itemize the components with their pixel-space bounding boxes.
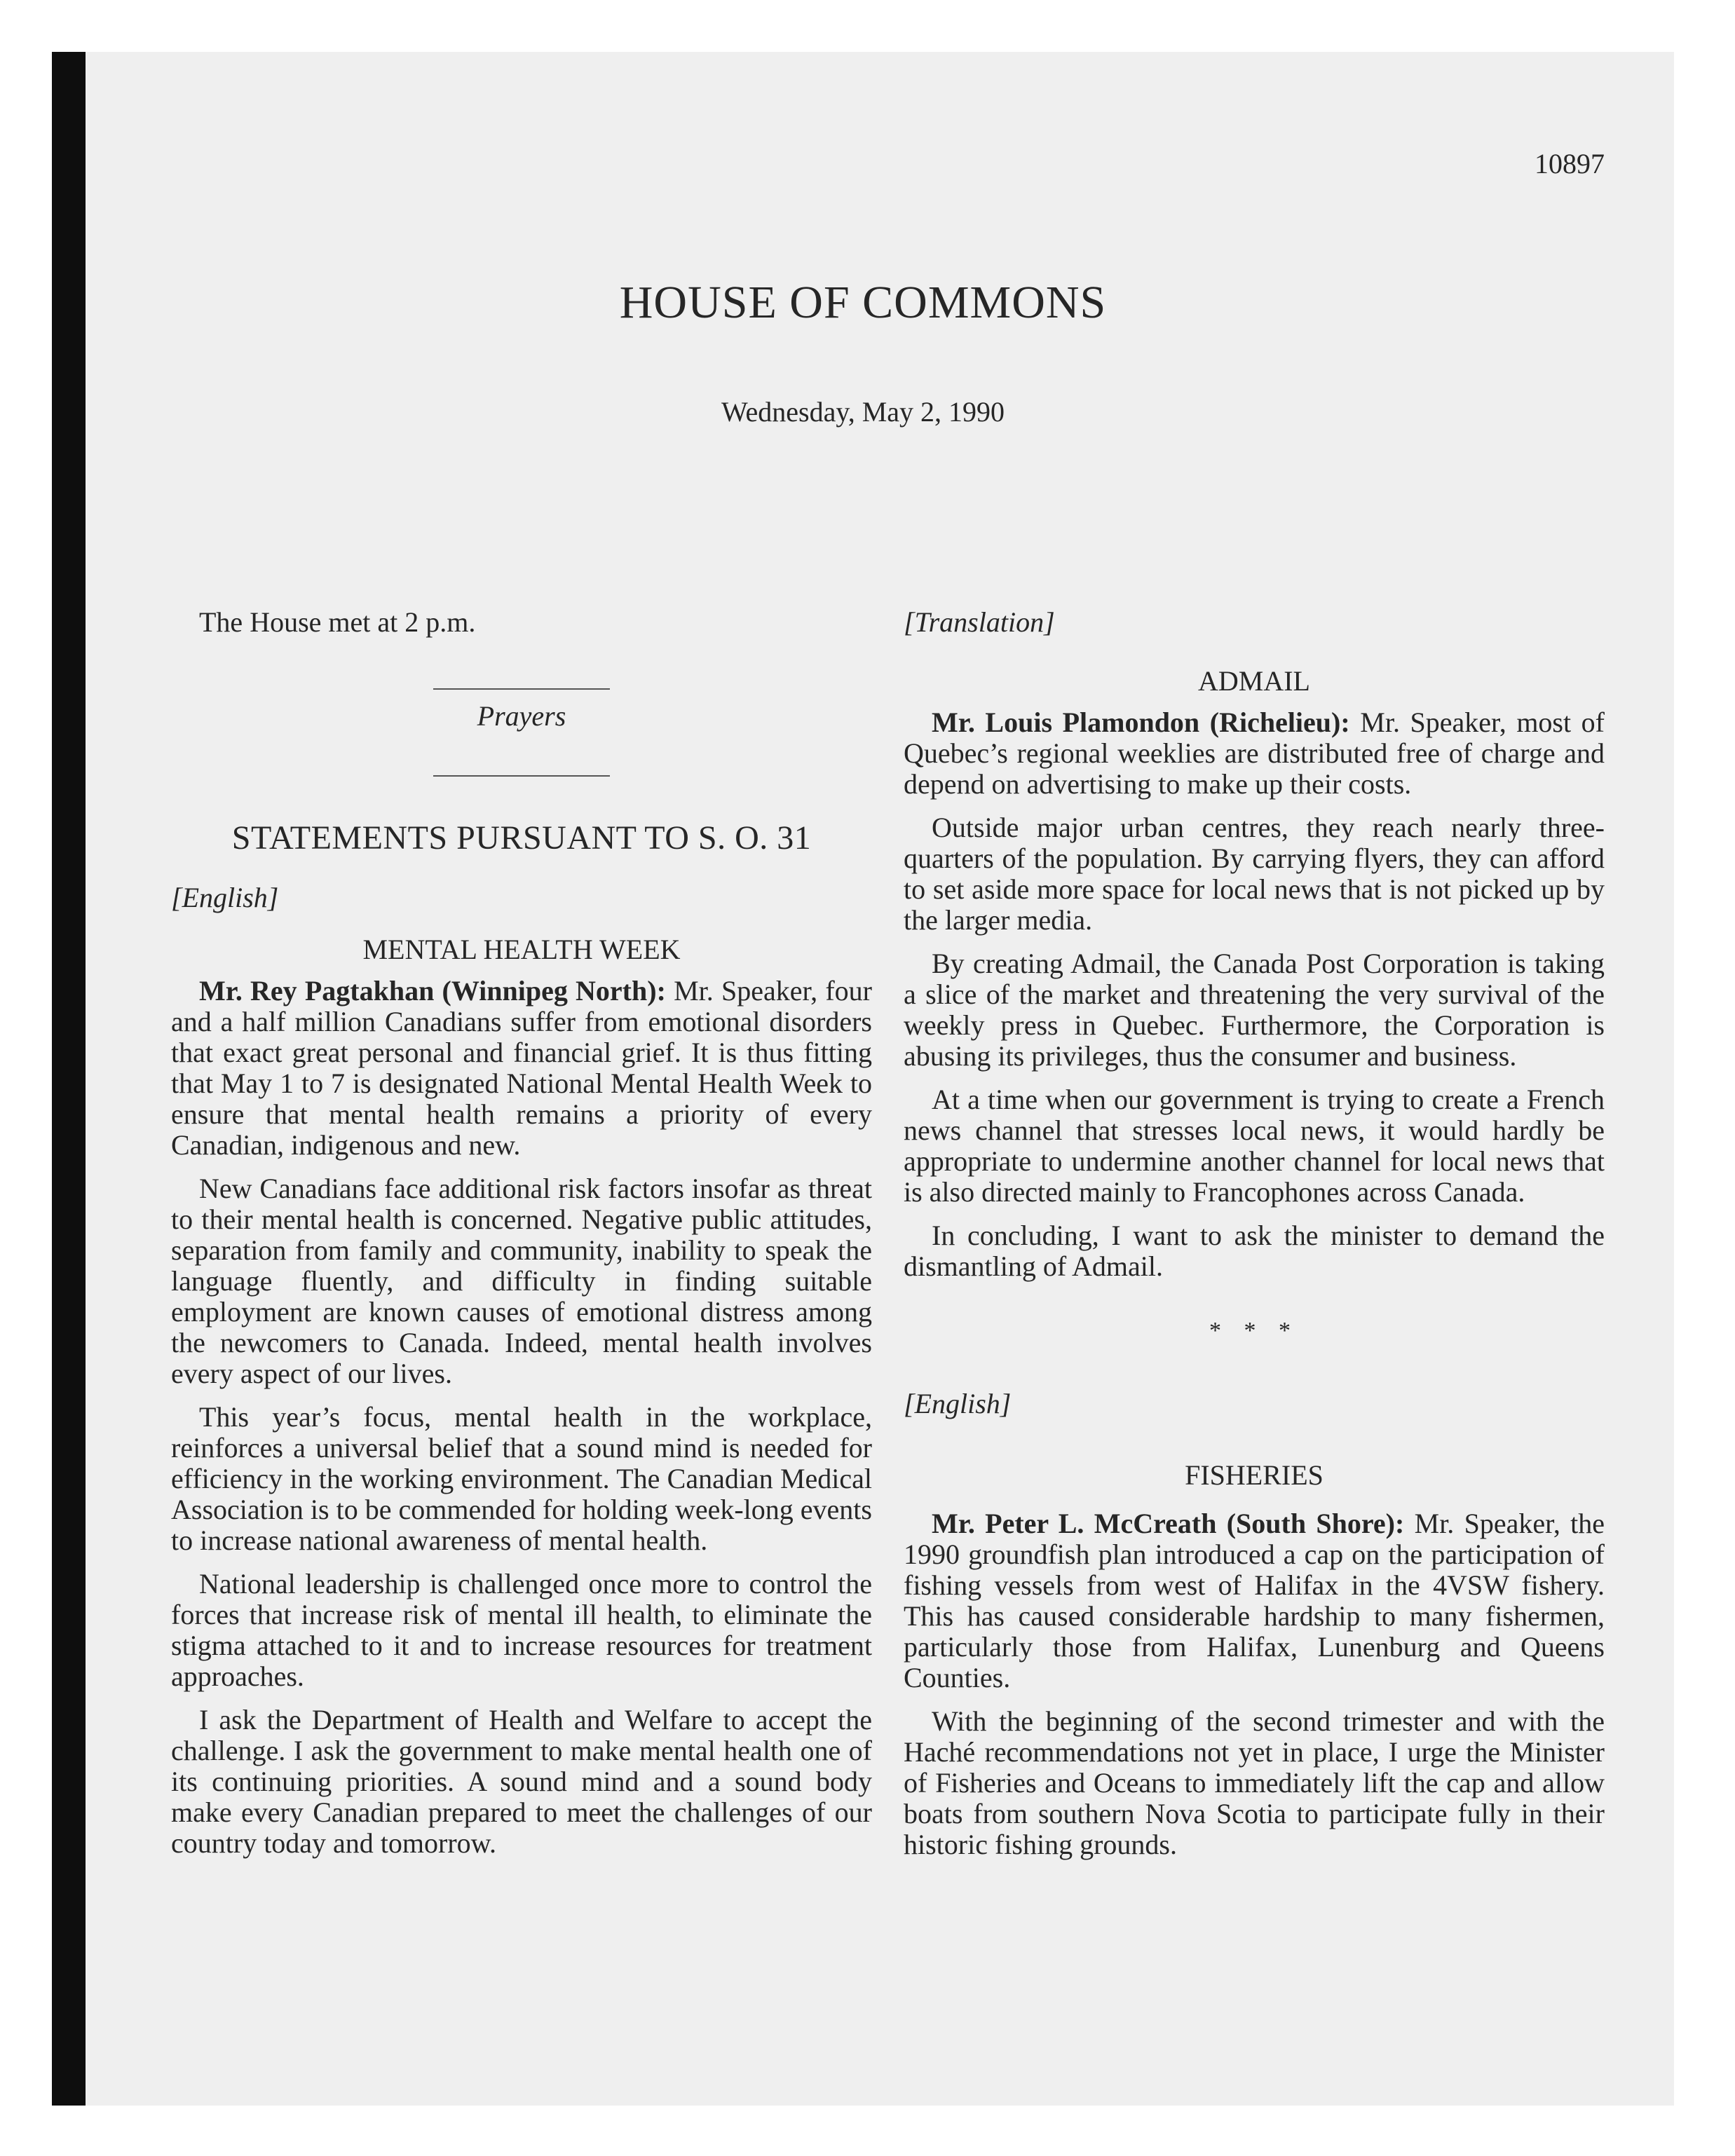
statement-paragraph [904, 707, 1605, 800]
statement-paragraph: This year’s focus, mental health in the workplace, reinforces a universal belief that a sound mind is needed for efficiency in the working environment. The Canadian Medical Association is to be commended for holding week-long events to increase national awareness of mental health. [171, 1401, 872, 1556]
paragraph-text: Mr. Speaker, four and a half million Canadians suffer from emotional disorders that exact great personal and financial grief. It is thus fitting that May 1 to 7 is designated National Mental Health Week to ensure that mental health remains a priority of every Canadian, indigenous and new. [171, 975, 872, 1161]
speaker-name: Mr. Peter L. McCreath (South Shore): [932, 1508, 1405, 1539]
statement-paragraph: By creating Admail, the Canada Post Corporation is taking a slice of the market and threatening the very survival of the weekly press in Quebec. Furthermore, the Corporation is abusing its privileges, thus the consumer and business. [904, 948, 1605, 1072]
statement-heading: MENTAL HEALTH WEEK [362, 934, 681, 965]
language-marker: [Translation] [904, 606, 1055, 638]
section-separator: * * * [1209, 1318, 1299, 1344]
paragraph-text: Mr. Speaker, most of Quebec’s regional weeklies are distributed free of charge and depend on advertising to make up their costs. [904, 707, 1605, 800]
binding-edge [52, 52, 86, 2106]
statement-paragraph: At a time when our government is trying to create a French news channel that stresses local news, it would hardly be appropriate to undermine another channel for local news that is also directed mainly to Francophones across Canada. [904, 1084, 1605, 1208]
statement-paragraph: New Canadians face additional risk factors insofar as threat to their mental health is concerned. Negative public attitudes, separation from family and community, inability to speak the language fluently, and difficulty in finding suitable employment are known causes of emotional distress among the newcomers to Canada. Indeed, mental health involves every aspect of our lives. [171, 1173, 872, 1389]
statement-paragraph: National leadership is challenged once more to control the forces that increase risk of mental ill health, to eliminate the stigma attached to it and to increase resources for treatment approaches. [171, 1568, 872, 1692]
speaker-name: Mr. Rey Pagtakhan (Winnipeg North): [199, 975, 666, 1007]
section-heading: STATEMENTS PURSUANT TO S. O. 31 [231, 819, 812, 857]
opening-line: The House met at 2 p.m. [199, 606, 476, 638]
language-marker: [English] [171, 882, 279, 913]
document-page [52, 52, 1674, 2106]
statement-paragraph [904, 1508, 1605, 1693]
statement-paragraph [171, 976, 872, 1161]
statement-paragraph: With the beginning of the second trimester and with the Haché recommendations not yet in place, I urge the Minister of Fisheries and Oceans to immediately lift the cap and allow boats from southern Nova Scotia to participate fully in their historic fishing grounds. [904, 1705, 1605, 1860]
statement-paragraph: In concluding, I want to ask the minister to demand the dismantling of Admail. [904, 1220, 1605, 1282]
sitting-date: Wednesday, May 2, 1990 [721, 396, 1005, 428]
paragraph-text: Mr. Speaker, the 1990 groundfish plan introduced a cap on the participation of fishing vessels from west of Halifax in the 4VSW fishery. This has caused considerable hardship to many fishermen, particularly those from Halifax, Lunenburg and Queens Counties. [904, 1508, 1605, 1693]
statement-paragraph: Outside major urban centres, they reach nearly three-quarters of the population. By carrying flyers, they can afford to set aside more space for local news that is not picked up by the larger media. [904, 812, 1605, 936]
page-title: HOUSE OF COMMONS [619, 277, 1107, 328]
right-column [904, 543, 1605, 1860]
speaker-name: Mr. Louis Plamondon (Richelieu): [932, 707, 1350, 738]
left-column [171, 543, 872, 1859]
statement-paragraph: I ask the Department of Health and Welfare to accept the challenge. I ask the government to make mental health one of its continuing priorities. A sound mind and a sound body make every Canadian prepared to meet the challenges of our country today and tomorrow. [171, 1704, 872, 1859]
language-marker: [English] [904, 1388, 1012, 1419]
page-number: 10897 [1535, 148, 1605, 179]
statement-heading: FISHERIES [1185, 1459, 1324, 1491]
statement-heading: ADMAIL [1198, 665, 1310, 697]
prayers-label: Prayers [477, 700, 566, 732]
